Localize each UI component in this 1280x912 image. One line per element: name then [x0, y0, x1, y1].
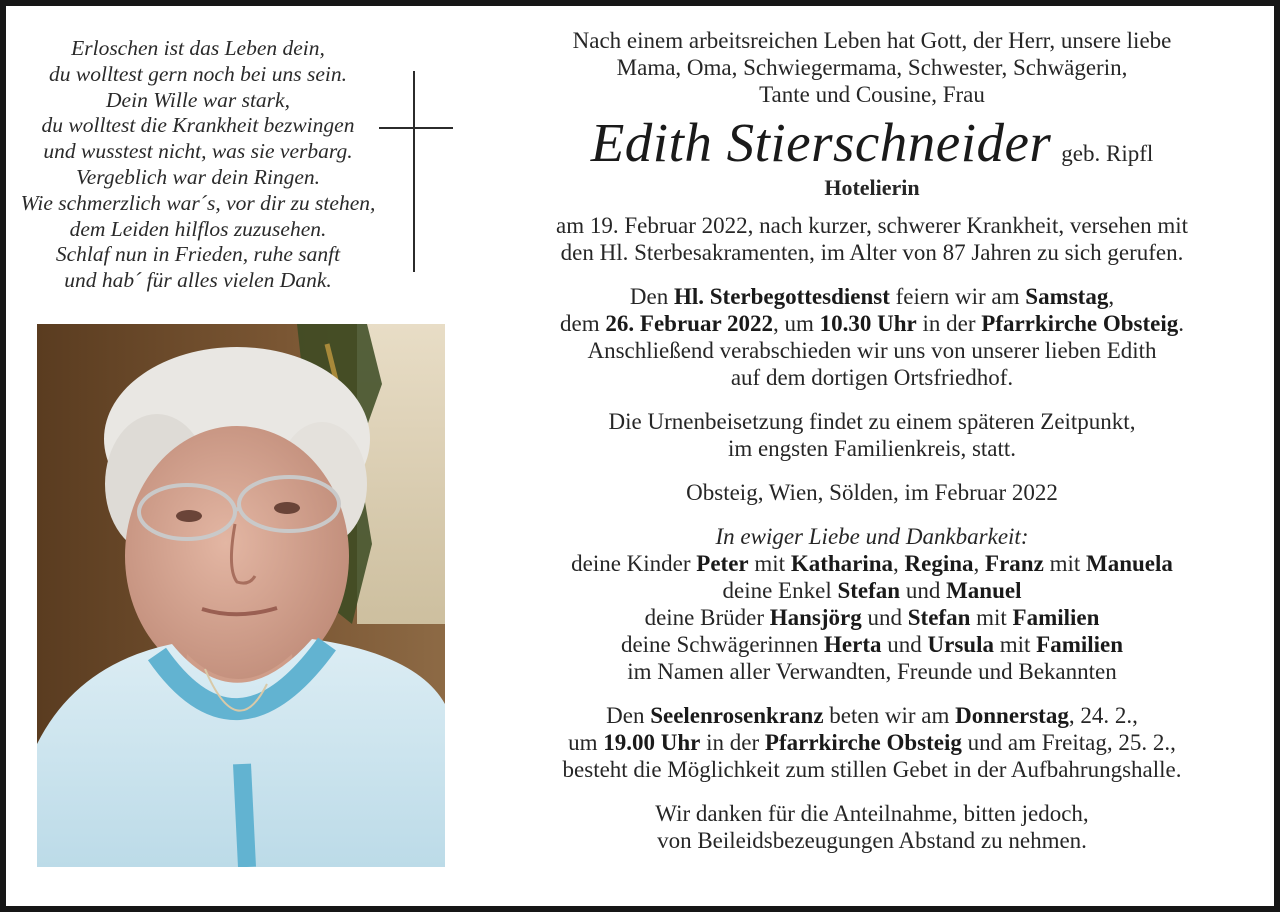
rosary-line-2: um 19.00 Uhr in der Pfarrkirche Obsteig und am Freitag, 25. 2.,	[568, 730, 1176, 755]
mourners-heading: In ewiger Liebe und Dankbarkeit:	[715, 524, 1029, 549]
poem-line: Vergeblich war dein Ringen.	[75, 164, 321, 189]
rosary-line-1: Den Seelenrosenkranz beten wir am Donnerstag, 24. 2.,	[606, 703, 1138, 728]
death-notice-line: den Hl. Sterbesakramenten, im Alter von 87 Jahren zu sich gerufen.	[560, 240, 1184, 265]
rosary-line-3: besteht die Möglichkeit zum stillen Gebet in der Aufbahrungshalle.	[562, 757, 1182, 782]
poem-line: Wie schmerzlich war´s, vor dir zu stehen,	[20, 190, 376, 215]
cross-vertical-bar	[413, 71, 415, 272]
poem-line: Schlaf nun in Frieden, ruhe sanft	[55, 242, 341, 267]
poem-line: und hab´ für alles vielen Dank.	[64, 268, 332, 293]
funeral-line-4: auf dem dortigen Ortsfriedhof.	[730, 365, 1014, 390]
thanks-line: von Beileidsbezeugungen Abstand zu nehmen.	[657, 828, 1087, 853]
portrait-illustration	[37, 324, 445, 867]
intro-line: Mama, Oma, Schwiegermama, Schwester, Schwägerin,	[616, 55, 1128, 80]
cross-horizontal-bar	[379, 127, 453, 129]
death-notice-line: am 19. Februar 2022, nach kurzer, schwerer Krankheit, versehen mit	[556, 213, 1188, 238]
mourners-grandchildren: deine Enkel Stefan und Manuel	[722, 578, 1022, 603]
place-date: Obsteig, Wien, Sölden, im Februar 2022	[686, 480, 1058, 505]
intro-line: Nach einem arbeitsreichen Leben hat Gott, der Herr, unsere liebe	[572, 28, 1172, 53]
poem-line: Erloschen ist das Leben dein,	[71, 36, 325, 60]
funeral-line-2: dem 26. Februar 2022, um 10.30 Uhr in der Pfarrkirche Obsteig.	[560, 311, 1184, 336]
mourners-sisters-in-law: deine Schwägerinnen Herta und Ursula mit Familien	[620, 632, 1124, 657]
portrait-photo	[37, 324, 445, 867]
funeral-line-1: Den Hl. Sterbegottesdienst feiern wir am Samstag,	[629, 284, 1115, 309]
mourners-brothers: deine Brüder Hansjörg und Stefan mit Familien	[644, 605, 1100, 630]
notice-text	[490, 27, 1254, 854]
memorial-poem	[20, 36, 376, 294]
funeral-line-3: Anschließend verabschieden wir uns von unserer lieben Edith	[587, 338, 1157, 363]
poem-line: und wusstest nicht, was sie verbarg.	[43, 139, 353, 164]
intro-line: Tante und Cousine, Frau	[759, 82, 985, 107]
mourners-closing: im Namen aller Verwandten, Freunde und Bekannten	[627, 659, 1117, 684]
maiden-name: geb. Ripfl	[1061, 141, 1154, 166]
urn-line: im engsten Familienkreis, statt.	[727, 436, 1017, 461]
urn-line: Die Urnenbeisetzung findet zu einem späteren Zeitpunkt,	[608, 409, 1136, 434]
deceased-name: Edith Stierschneider	[590, 112, 1052, 173]
poem-line: Dein Wille war stark,	[106, 87, 290, 112]
deceased-name-row	[490, 112, 1254, 174]
poem-line: dem Leiden hilflos zuzusehen.	[69, 216, 327, 241]
poem-line: du wolltest die Krankheit bezwingen	[41, 113, 355, 138]
thanks-line: Wir danken für die Anteilnahme, bitten jedoch,	[655, 801, 1089, 826]
profession: Hotelierin	[824, 175, 920, 200]
poem-line: du wolltest gern noch bei uns sein.	[49, 61, 347, 86]
mourners-children: deine Kinder Peter mit Katharina, Regina, Franz mit Manuela	[571, 551, 1173, 576]
